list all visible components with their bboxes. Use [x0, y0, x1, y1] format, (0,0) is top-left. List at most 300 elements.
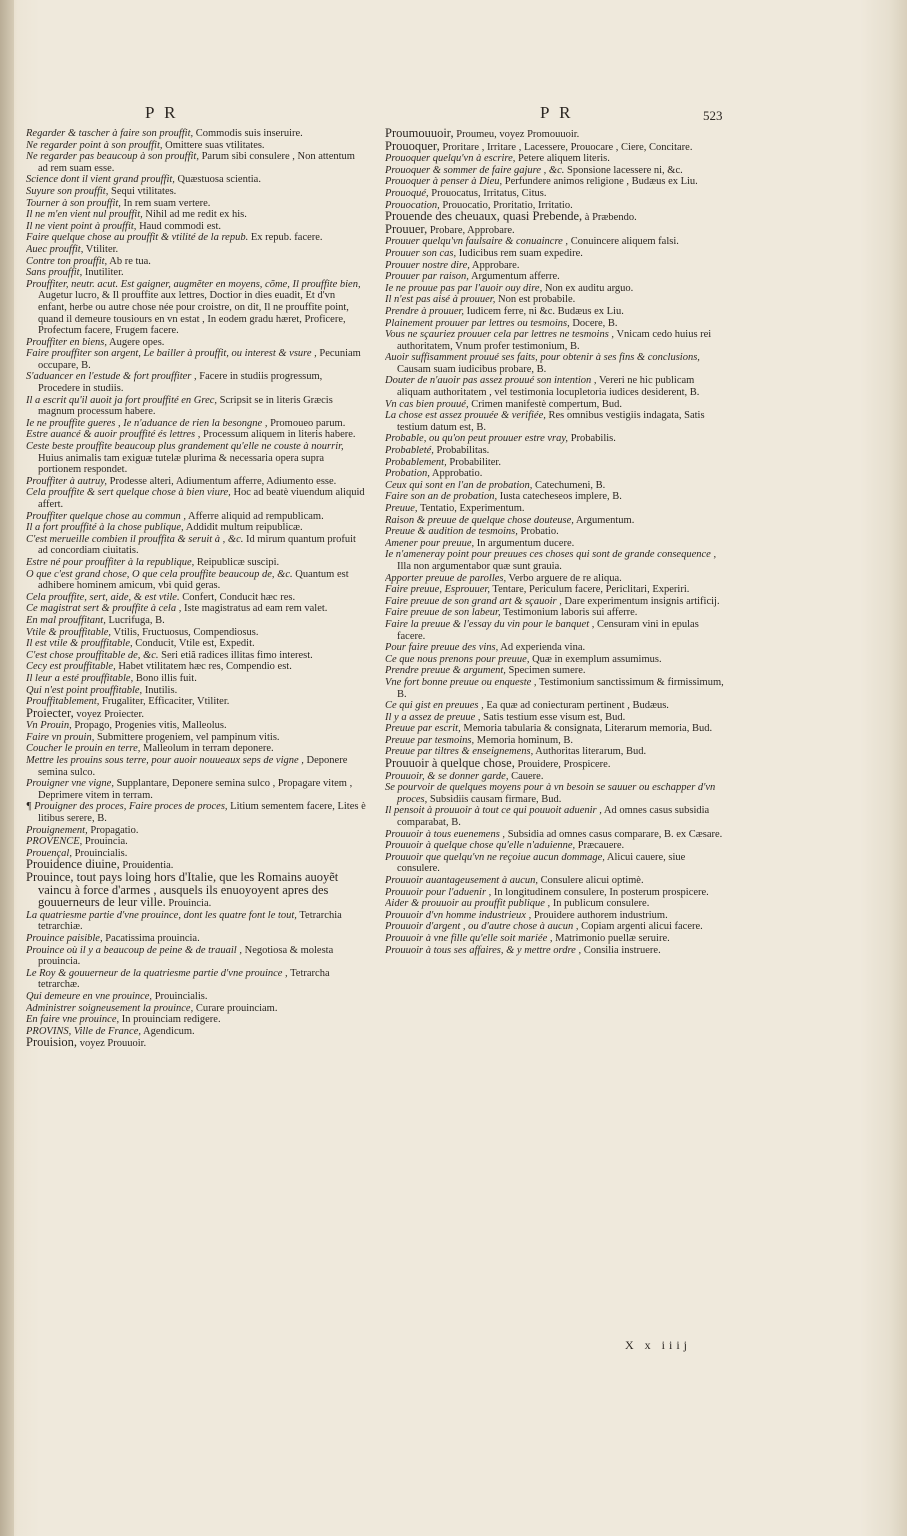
entry-translation: Conducit, Vtile est, Expedit.	[132, 638, 255, 650]
entry-headword: Ceux qui sont en l'an de probation,	[385, 479, 533, 491]
entry-headword: Tourner à son prouffit,	[26, 197, 121, 209]
entry-headword: Prouuer quelqu'vn faulsaire & conuaincre ,	[385, 236, 569, 248]
dictionary-entry	[385, 619, 728, 642]
dictionary-entry	[26, 522, 366, 534]
entry-translation: Proritare , Irritare , Lacessere, Prouocare , Ciere, Concitare.	[439, 141, 693, 153]
entry-headword: Prouuoir d'vn homme industrieux ,	[385, 909, 532, 921]
entry-translation: Agendicum.	[140, 1025, 195, 1037]
dictionary-entry	[26, 696, 366, 708]
entry-headword: Prouoquer & sommer de faire gajure , &c.	[385, 164, 565, 176]
dictionary-entry	[26, 348, 366, 371]
entry-headword: Prouuer nostre dire,	[385, 259, 470, 271]
dictionary-entry	[26, 244, 366, 256]
entry-headword: Ce magistrat sert & prouffite à cela ,	[26, 603, 182, 615]
entry-translation: Vereri ne hic publicam aliquam authoritatem , vel testimonia locupletoria iudices desiderent, B.	[397, 375, 700, 399]
entry-translation: Perfundere animos religione , Budæus ex Liu.	[502, 176, 698, 188]
entry-translation: Catechumeni, B.	[532, 479, 606, 491]
dictionary-entry	[385, 410, 728, 433]
dictionary-entry	[385, 700, 728, 712]
dictionary-entry	[385, 375, 728, 398]
entry-translation: Præcauere.	[575, 840, 625, 852]
entry-headword: Prouuoir à quelque chose qu'elle n'aduienne,	[385, 840, 576, 852]
dictionary-entry	[26, 661, 366, 673]
dictionary-entry	[385, 573, 728, 585]
dictionary-entry	[26, 638, 366, 650]
entry-headword: Faire preuue, Esprouuer,	[385, 584, 490, 596]
entry-headword: Il a escrit qu'il auoit ja fort prouffité en Grec,	[26, 394, 218, 406]
entry-headword: Probation,	[385, 468, 430, 480]
dictionary-entry	[385, 875, 728, 887]
dictionary-entry	[26, 910, 366, 933]
entry-headword: Faire quelque chose au prouffit & vtilité de la repub.	[26, 232, 249, 244]
dictionary-entry	[385, 515, 728, 527]
entry-headword: Ie n'ameneray point pour preuues ces choses qui sont de grande consequence ,	[385, 549, 717, 561]
dictionary-entry	[26, 933, 366, 945]
dictionary-entry	[385, 887, 728, 899]
entry-headword: Preuue,	[385, 503, 418, 514]
entry-headword: Proiecter,	[26, 705, 74, 720]
dictionary-entry	[26, 487, 366, 510]
entry-headword: Douter de n'auoir pas assez prouué son intention ,	[385, 375, 597, 387]
dictionary-entry	[26, 140, 366, 152]
entry-headword: Il leur a esté prouffitable,	[26, 672, 134, 684]
dictionary-entry	[26, 209, 366, 221]
dictionary-entry	[385, 294, 728, 306]
entry-translation: Commodis suis inseruire.	[193, 128, 303, 139]
dictionary-entry	[385, 153, 728, 165]
entry-translation: Iudicibus rem suam expedire.	[456, 247, 583, 259]
entry-translation: Alicui cauere, siue consulere.	[397, 851, 686, 875]
dictionary-entry	[26, 557, 366, 569]
entry-translation: Prouidere authorem industrium.	[531, 909, 668, 921]
dictionary-entry	[385, 723, 728, 735]
binding-gutter	[0, 0, 14, 1536]
entry-translation: Quæstuosa scientia.	[174, 174, 261, 186]
entry-translation: Probabilis.	[568, 433, 616, 445]
dictionary-entry	[26, 221, 366, 233]
entry-headword: Raison & preuue de quelque chose douteuse,	[385, 514, 574, 526]
dictionary-entry	[385, 188, 728, 200]
dictionary-entry	[385, 283, 728, 295]
entry-headword: Prouençal,	[26, 847, 72, 859]
entry-headword: Prouuer par raison,	[385, 271, 469, 283]
entry-headword: Estre né pour prouffiter à la republique,	[26, 556, 195, 568]
entry-translation: In longitudinem consulere, In posterum prospicere.	[491, 886, 709, 898]
entry-translation: Conuincere aliquem falsi.	[568, 236, 679, 248]
dictionary-entry	[385, 491, 728, 503]
entry-translation: Verbo arguere de re aliqua.	[506, 572, 622, 584]
entry-translation: Tetrarchia tetrarchiæ.	[38, 909, 342, 933]
entry-headword: Vne fort bonne preuue ou enqueste ,	[385, 676, 537, 688]
entry-translation: Approbare.	[469, 259, 520, 271]
entry-headword: Auec prouffit,	[26, 243, 84, 255]
dictionary-entry	[26, 991, 366, 1003]
entry-translation: Omittere suas vtilitates.	[162, 139, 265, 151]
entry-translation: Non ex auditu arguo.	[542, 282, 634, 294]
entry-headword: O que c'est grand chose, O que cela prouffite beaucoup de, &c.	[26, 568, 293, 580]
dictionary-entry	[26, 511, 366, 523]
dictionary-entry	[385, 445, 728, 457]
entry-headword: Qui n'est point prouffitable,	[26, 684, 143, 696]
entry-headword: Prouffiter, neutr. acut. Est gaigner, augmẽter en moyens, cõme, Il prouffite bien,	[26, 278, 361, 290]
entry-translation: Res omnibus vestigiis indagata, Satis testium datum est, B.	[397, 410, 705, 433]
dictionary-entry	[26, 743, 366, 755]
dictionary-entry	[26, 801, 366, 824]
entry-translation: Inutiliter.	[82, 267, 124, 279]
entry-headword: Ceste beste prouffite beaucoup plus grandement qu'elle ne couste à nourrir,	[26, 441, 344, 453]
entry-translation: Iusta catecheseos implere, B.	[497, 491, 622, 503]
entry-translation: Facere in studiis progressum, Procedere in studiis.	[38, 371, 323, 395]
dictionary-entry	[385, 271, 728, 283]
entry-translation: Pecuniam occupare, B.	[38, 348, 361, 371]
entry-translation: Matrimonio puellæ seruire.	[552, 932, 670, 944]
entry-headword: Estre auancé & auoir prouffité és lettres ,	[26, 429, 201, 441]
entry-translation: Negotiosa & molesta prouincia.	[38, 944, 334, 968]
entry-translation: Prouocatus, Irritatus, Citus.	[428, 187, 547, 199]
entry-headword: Il n'est pas aisé à prouuer,	[385, 294, 496, 306]
entry-headword: Probablement,	[385, 456, 447, 468]
entry-translation: Pacatissima prouincia.	[102, 932, 200, 944]
entry-translation: Tentatio, Experimentum.	[417, 503, 525, 514]
entry-headword: Faire preuue de son labeur,	[385, 607, 501, 619]
dictionary-entry	[385, 306, 728, 318]
entry-translation: Scripsit se in literis Græcis magnum processum habere.	[38, 394, 333, 418]
entry-headword: Il ne m'en vient nul prouffit,	[26, 209, 143, 221]
dictionary-entry	[26, 151, 366, 174]
entry-translation: Deponere semina sulco.	[38, 755, 348, 778]
entry-headword: S'aduancer en l'estude & fort prouffiter ,	[26, 371, 197, 383]
entry-translation: Vtilis, Fructuosus, Compendiosus.	[111, 626, 259, 638]
dictionary-entry	[26, 174, 366, 186]
entry-translation: Petere aliquem literis.	[515, 153, 610, 165]
entry-translation: Probare, Approbare.	[427, 224, 515, 236]
dictionary-entry	[26, 778, 366, 801]
entry-translation: Testimonium laboris sui afferre.	[500, 607, 638, 619]
entry-translation: Reipublicæ suscipi.	[194, 556, 280, 568]
entry-headword: Prouigner vne vigne,	[26, 778, 114, 790]
entry-translation: Consulere alicui optimè.	[538, 875, 644, 886]
signature-mark: X x iiij	[625, 1338, 692, 1352]
entry-headword: Ce qui gist en preuues ,	[385, 700, 484, 712]
entry-headword: Prouoqué,	[385, 187, 429, 199]
entry-headword: Faire la preuue & l'essay du vin pour le banquet ,	[385, 618, 595, 630]
entry-translation: Authoritas literarum, Bud.	[533, 746, 647, 758]
entry-translation: Crimen manifestè compertum, Bud.	[468, 398, 622, 410]
entry-translation: Causam suam iudicibus probare, B.	[397, 363, 547, 375]
entry-headword: Probable, ou qu'on peut prouuer estre vray,	[385, 433, 569, 445]
dictionary-entry	[385, 712, 728, 724]
dictionary-entry	[26, 705, 366, 721]
entry-translation: Sponsione lacessere ni, &c.	[564, 164, 683, 176]
dictionary-entry	[26, 128, 366, 140]
entry-headword: Prouuoir pour l'aduenir ,	[385, 886, 492, 898]
dictionary-entry	[26, 872, 366, 910]
entry-headword: Prouuoir, & se donner garde,	[385, 770, 509, 782]
dictionary-entry	[385, 236, 728, 248]
entry-headword: Prouocation,	[385, 199, 440, 211]
dictionary-entry	[385, 526, 728, 538]
dictionary-entry	[385, 318, 728, 330]
entry-headword: C'est chose prouffitable de, &c.	[26, 649, 159, 661]
dictionary-entry	[385, 138, 728, 154]
dictionary-entry	[26, 755, 366, 778]
entry-translation: Ea quæ ad coniecturam pertinent , Budæus.	[483, 700, 669, 712]
entry-translation: Quantum est adhibere hominem amicum, vbi quid geras.	[38, 568, 349, 592]
entry-headword: Faire preuue de son grand art & sçauoir ,	[385, 595, 562, 607]
entry-translation: Approbatio.	[429, 468, 483, 480]
dictionary-entry	[26, 569, 366, 592]
right-column	[385, 128, 728, 1348]
entry-translation: Supplantare, Deponere semina sulco , Propagare vitem , Deprimere vitem in terram.	[38, 778, 353, 801]
dictionary-entry	[385, 480, 728, 492]
entry-headword: Sans prouffit,	[26, 267, 83, 279]
entry-translation: voyez Prouuoir.	[77, 1038, 147, 1050]
entry-headword: Prouuoir à tous ses affaires, & y mettre ordre ,	[385, 944, 582, 956]
entry-translation: Specimen sumere.	[505, 665, 586, 677]
dictionary-entry	[385, 654, 728, 666]
dictionary-entry	[385, 677, 728, 700]
entry-translation: Submittere progeniem, vel pampinum vitis.	[94, 731, 280, 743]
entry-translation: Processum aliquem in literis habere.	[200, 429, 356, 441]
entry-headword: Prouince, tout pays loing hors d'Italie, que les Romains auoyẽt vaincu à force d'armes , ausquels ils enuoyoyent apres des gouuerneurs de leur ville.	[26, 870, 339, 910]
entry-headword: Faire prouffiter son argent, Le bailler à prouffit, ou interest & vsure ,	[26, 348, 317, 360]
dictionary-entry	[26, 673, 366, 685]
dictionary-entry	[26, 371, 366, 394]
entry-headword: Prouende des cheuaux, quasi Prebende,	[385, 209, 583, 224]
entry-headword: Qui demeure en vne prouince,	[26, 990, 153, 1002]
entry-translation: Afferre aliquid ad rempublicam.	[186, 510, 324, 522]
entry-translation: In rem suam vertere.	[120, 197, 211, 209]
entry-headword: Ie ne prouue pas par l'auoir ouy dire,	[385, 282, 543, 294]
entry-translation: Curare prouinciam.	[193, 1002, 278, 1014]
entry-headword: PROVINS, Ville de France,	[26, 1025, 141, 1037]
entry-translation: Memoria tabularia & consignata, Literarum memoria, Bud.	[460, 723, 713, 735]
entry-headword: Contre ton prouffit,	[26, 255, 108, 267]
entry-translation: Sequi vtilitates.	[108, 185, 177, 197]
entry-translation: In argumentum ducere.	[474, 537, 575, 549]
entry-translation: Probabiliter.	[446, 456, 501, 468]
dictionary-entry	[385, 945, 728, 957]
entry-headword: Prouuoir à vne fille qu'elle soit mariée ,	[385, 932, 553, 944]
dictionary-entry	[26, 732, 366, 744]
entry-translation: Bono illis fuit.	[133, 672, 197, 684]
entry-headword: En faire vne prouince,	[26, 1014, 120, 1026]
entry-headword: Prouoquer quelqu'vn à escrire,	[385, 153, 516, 165]
left-column	[26, 128, 366, 1348]
entry-headword: Il est vtile & prouffitable,	[26, 638, 133, 650]
entry-translation: Argumentum.	[573, 514, 635, 526]
entry-headword: Plainement prouuer par lettres ou tesmoins,	[385, 317, 570, 329]
entry-headword: Prouuer son cas,	[385, 247, 457, 259]
entry-translation: Prouidere, Prospicere.	[514, 759, 611, 771]
entry-translation: Promoueo parum.	[267, 417, 346, 429]
entry-headword: Ne regarder pas beaucoup à son prouffit,	[26, 151, 199, 163]
entry-translation: voyez Proiecter.	[73, 708, 145, 720]
entry-headword: Coucher le prouin en terre,	[26, 743, 141, 755]
entry-translation: Id mirum quantum profuit ad concordiam ciuitatis.	[38, 533, 356, 557]
entry-translation: Addidit multum reipublicæ.	[183, 522, 303, 534]
entry-translation: à Præbendo.	[582, 212, 637, 224]
entry-translation: Prouocatio, Proritatio, Irritatio.	[439, 199, 573, 211]
entry-translation: Propagatio.	[87, 824, 139, 836]
entry-headword: Prouignement,	[26, 824, 88, 836]
entry-translation: Frugaliter, Efficaciter, Vtiliter.	[99, 696, 230, 708]
entry-headword: Preuue par tesmoins,	[385, 734, 475, 746]
entry-translation: Tentare, Periculum facere, Periclitari, Experiri.	[490, 584, 690, 596]
entry-headword: Preuue & audition de tesmoins,	[385, 526, 518, 538]
entry-translation: Seri etiã radices illitas fimo interest.	[158, 649, 313, 661]
dictionary-entry	[385, 840, 728, 852]
entry-headword: Prouffiter quelque chose au commun ,	[26, 510, 186, 522]
entry-headword: Amener pour preuue,	[385, 537, 475, 549]
dictionary-entry	[385, 805, 728, 828]
dictionary-entry	[26, 685, 366, 697]
entry-translation: Prouincialis.	[152, 990, 208, 1002]
dictionary-entry	[26, 418, 366, 430]
entry-translation: Litium sementem facere, Lites è litibus serere, B.	[38, 801, 366, 825]
entry-translation: Habet vtilitatem hæc res, Compendio est.	[115, 661, 292, 673]
dictionary-entry	[26, 534, 366, 557]
dictionary-entry	[385, 503, 728, 515]
dictionary-entry	[26, 441, 366, 476]
entry-headword: Il pensoit à prouuoir à tout ce qui pouuoit aduenir ,	[385, 805, 602, 817]
entry-headword: Faire son an de probation,	[385, 491, 498, 503]
entry-headword: Prouffiter en biens,	[26, 336, 107, 348]
entry-translation: Probatio.	[517, 526, 559, 538]
dictionary-entry	[385, 782, 728, 805]
entry-headword: Preuue par tiltres & enseignemens,	[385, 746, 534, 758]
dictionary-entry	[26, 186, 366, 198]
entry-headword: La chose est assez prouuée & verifiée,	[385, 410, 546, 422]
entry-translation: Docere, B.	[569, 317, 618, 329]
entry-headword: Prouuoir que quelqu'vn ne reçoiue aucun dommage,	[385, 851, 605, 863]
dictionary-entry	[26, 615, 366, 627]
dictionary-entry	[385, 549, 728, 572]
entry-translation: Huius animalis tam exiguæ tutelæ plurima & necessaria opera supra portionem respondet.	[38, 452, 325, 476]
entry-translation: Augetur lucro, & Il prouffite aux lettres, Doctior in dies euadit, Et d'vn enfant, herbe ou autre chose née pour croistre, on dit, Il ne prouffite point, quand il demeure tousiours en vn estat , In eodem gradu hæret, Proficere, Profectum facere, Frugem facere.	[38, 290, 349, 337]
entry-translation: Cauere.	[508, 770, 544, 782]
dictionary-entry	[26, 429, 366, 441]
entry-translation: Nihil ad me redit ex his.	[142, 209, 247, 221]
entry-translation: Prouincialis.	[71, 847, 128, 859]
running-head-left: P R	[145, 103, 179, 122]
dictionary-entry	[385, 538, 728, 550]
entry-headword: Prendre preuue & argument,	[385, 665, 506, 677]
entry-headword: Cecy est prouffitable,	[26, 661, 116, 673]
entry-translation: Illa non argumentabor quæ sunt grauia.	[397, 560, 562, 572]
entry-translation: In publicum consulere.	[550, 898, 650, 910]
entry-headword: Cela prouffite, sert, aide, & est vtile.	[26, 591, 180, 603]
dictionary-entry	[385, 165, 728, 177]
dictionary-entry	[26, 1003, 366, 1015]
entry-translation: Copiam argenti alicui facere.	[578, 921, 703, 933]
entry-translation: Augere opes.	[106, 336, 165, 348]
entry-translation: Prouincia.	[82, 836, 128, 848]
entry-headword: Prouuoir à tous euenemens ,	[385, 828, 506, 840]
dictionary-entry	[385, 468, 728, 480]
dictionary-entry	[385, 933, 728, 945]
dictionary-entry	[385, 829, 728, 841]
entry-headword: ¶ Prouigner des proces, Faire proces de proces,	[26, 801, 228, 813]
dictionary-entry	[385, 457, 728, 469]
entry-headword: C'est merueille combien il prouffita & seruit à , &c.	[26, 533, 244, 545]
entry-headword: Prouuoir auantageusement à aucun,	[385, 875, 539, 886]
entry-translation: Censuram vini in epulas facere.	[397, 618, 699, 642]
entry-headword: Prouince où il y a beaucoup de peine & de trauail ,	[26, 944, 242, 956]
dictionary-entry	[385, 211, 728, 224]
dictionary-entry	[385, 433, 728, 445]
dictionary-entry	[385, 642, 728, 654]
running-head-right: P R	[540, 103, 574, 122]
dictionary-entry	[385, 665, 728, 677]
dictionary-entry	[26, 1014, 366, 1026]
entry-headword: Probableté,	[385, 445, 434, 457]
entry-headword: Il ne vient point à prouffit,	[26, 220, 137, 232]
dictionary-entry	[26, 256, 366, 268]
dictionary-entry	[385, 260, 728, 272]
entry-headword: Cela prouffite & sert quelque chose à bien viure,	[26, 487, 231, 499]
page-number: 523	[703, 108, 723, 123]
entry-headword: Prouoquer,	[385, 138, 440, 153]
dictionary-entry	[385, 735, 728, 747]
dictionary-entry	[385, 758, 728, 771]
dictionary-entry	[26, 627, 366, 639]
entry-translation: Tetrarcha tetrarchæ.	[38, 967, 330, 991]
entry-translation: Memoria hominum, B.	[474, 734, 574, 746]
dictionary-entry	[385, 596, 728, 608]
dictionary-entry	[385, 898, 728, 910]
dictionary-entry	[26, 603, 366, 615]
dictionary-entry	[385, 910, 728, 922]
entry-translation: Dare experimentum insignis artificij.	[561, 595, 720, 607]
dictionary-entry	[26, 650, 366, 662]
entry-headword: Prouision,	[26, 1035, 78, 1050]
entry-headword: En mal prouffitant,	[26, 614, 106, 626]
dictionary-entry	[385, 852, 728, 875]
entry-headword: Vn Prouin,	[26, 720, 72, 732]
dictionary-entry	[26, 968, 366, 991]
entry-translation: Malleolum in terram deponere.	[140, 743, 274, 755]
dictionary-entry	[26, 232, 366, 244]
dictionary-entry	[26, 198, 366, 210]
entry-translation: Hoc ad beatè viuendum aliquid affert.	[38, 487, 365, 510]
entry-headword: Prouince paisible,	[26, 932, 103, 944]
dictionary-entry	[26, 720, 366, 732]
dictionary-entry	[26, 1037, 366, 1050]
entry-headword: Proumouuoir,	[385, 128, 454, 140]
entry-headword: Aider & prouuoir au prouffit publique ,	[385, 898, 551, 910]
dictionary-entry	[26, 395, 366, 418]
entry-headword: Prouuoir à quelque chose,	[385, 756, 515, 771]
entry-headword: Prouuer,	[385, 221, 428, 236]
dictionary-entry	[26, 337, 366, 349]
entry-translation: Consilia instruere.	[581, 944, 661, 956]
entry-translation: Testimonium sanctissimum & firmissimum, B.	[397, 676, 724, 700]
entry-translation: In prouinciam redigere.	[119, 1014, 221, 1026]
entry-translation: Vnicam cedo huius rei authoritatem, Vnum profer testimonium, B.	[397, 329, 712, 352]
entry-translation: Quæ in exemplum assumimus.	[529, 653, 662, 665]
dictionary-entry	[26, 825, 366, 837]
entry-translation: Non est probabile.	[495, 294, 576, 306]
dictionary-entry	[26, 592, 366, 604]
entry-translation: Ex repub. facere.	[248, 232, 323, 244]
dictionary-entry	[385, 584, 728, 596]
entry-translation: Subsidiis causam firmare, Bud.	[427, 793, 562, 805]
entry-headword: PROVENCE,	[26, 836, 83, 848]
dictionary-entry	[385, 771, 728, 783]
entry-translation: Parum sibi consulere , Non attentum ad rem suam esse.	[38, 151, 355, 174]
entry-headword: Faire vn prouin,	[26, 731, 95, 743]
